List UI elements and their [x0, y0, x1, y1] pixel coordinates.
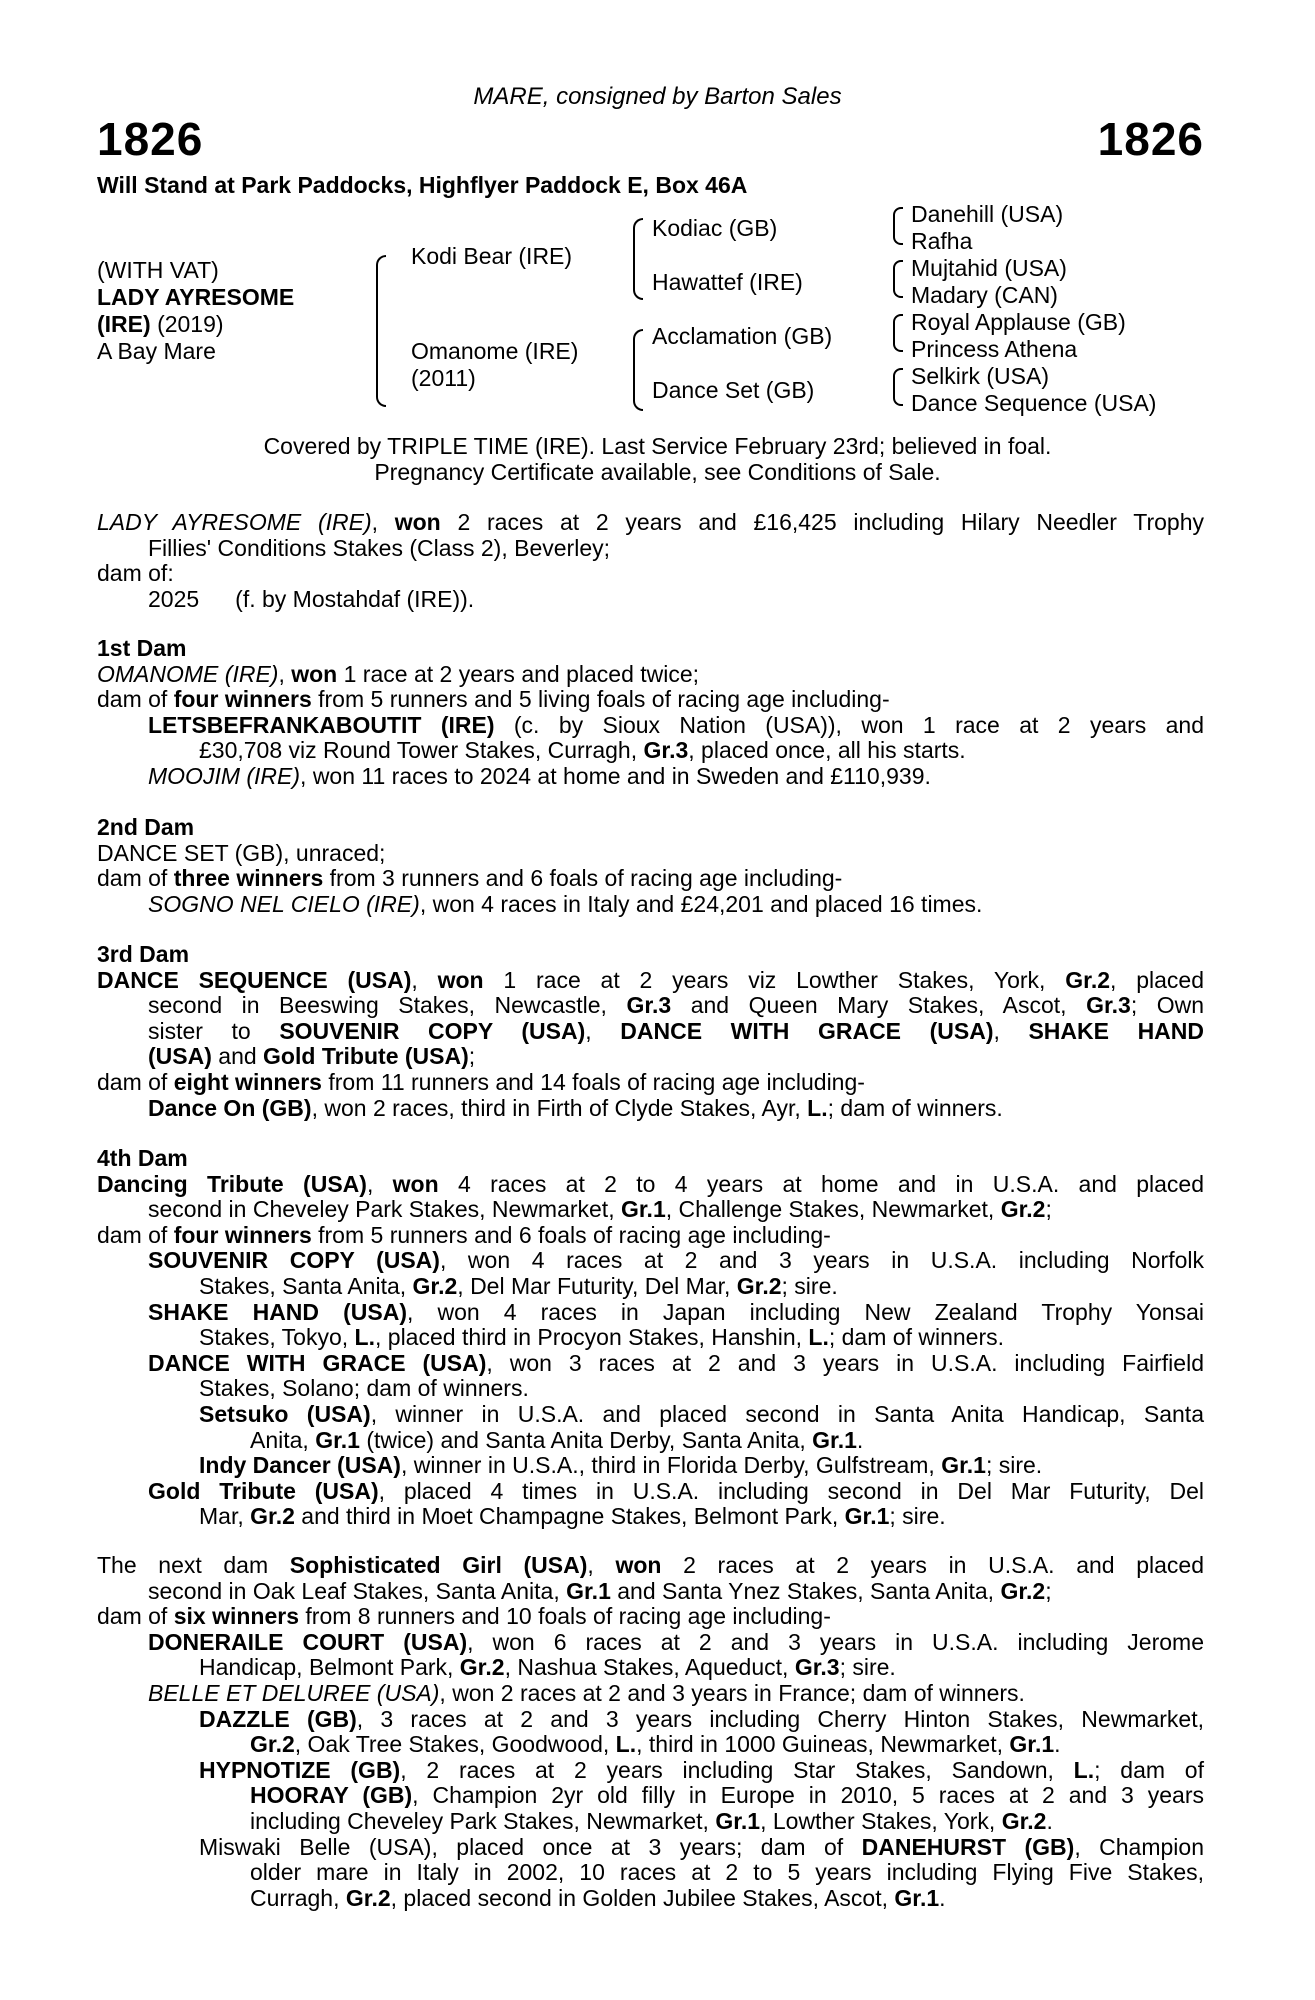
horse-year: (2019) — [157, 311, 224, 337]
pedigree-brace-ss — [893, 207, 903, 245]
dam-line: SOUVENIR COPY (USA), won 4 races at 2 and 3 years in U.S.A. including Norfolk — [148, 1247, 1204, 1274]
dam-line: DONERAILE COURT (USA), won 6 races at 2 and 3 years in U.S.A. including Jerome — [148, 1628, 1204, 1655]
dam-line: Stakes, Santa Anita, Gr.2, Del Mar Futurity, Del Mar, Gr.2; sire. — [199, 1272, 838, 1299]
dam-line: Indy Dancer (USA), winner in U.S.A., third in Florida Derby, Gulfstream, Gr.1; sire. — [199, 1452, 1043, 1479]
dam-line: Dancing Tribute (USA), won 4 races at 2 to 4 years at home and in U.S.A. and placed — [97, 1170, 1205, 1197]
horse-country: (IRE) — [97, 311, 151, 337]
dam-line: DANCE SEQUENCE (USA), won 1 race at 2 years viz Lowther Stakes, York, Gr.2, placed — [97, 966, 1204, 993]
dam-line: Anita, Gr.1 (twice) and Santa Anita Derby, Santa Anita, Gr.1. — [250, 1426, 864, 1453]
dam-line: second in Oak Leaf Stakes, Santa Anita, Gr.1 and Santa Ynez Stakes, Santa Anita, Gr.2; — [148, 1577, 1052, 1604]
dam-line: MOOJIM (IRE), won 11 races to 2024 at home and in Sweden and £110,939. — [148, 762, 931, 789]
intro-line: Fillies' Conditions Stakes (Class 2), Beverley; — [148, 534, 610, 561]
intro-line: 2025 (f. by Mostahdaf (IRE)). — [148, 585, 475, 612]
lot-number-left: 1826 — [97, 113, 204, 165]
dam-line: BELLE ET DELUREE (USA), won 2 races at 2 and 3 years in France; dam of winners. — [148, 1679, 1025, 1706]
pedigree-ss: Kodiac (GB) — [652, 215, 778, 241]
pedigree-brace-sire — [633, 218, 643, 300]
dam-line: Gold Tribute (USA), placed 4 times in U.S.A. including second in Del Mar Futurity, Del — [148, 1477, 1204, 1504]
pedigree-sdd: Madary (CAN) — [911, 282, 1058, 308]
intro-section — [97, 510, 1204, 612]
dam-line: HYPNOTIZE (GB), 2 races at 2 years including Star Stakes, Sandown, L.; dam of — [199, 1756, 1204, 1783]
dam-line: (USA) and Gold Tribute (USA); — [148, 1043, 476, 1070]
pedigree-dds: Selkirk (USA) — [911, 363, 1050, 389]
intro-line: LADY AYRESOME (IRE), won 2 races at 2 years and £16,425 including Hilary Needler Trophy — [97, 509, 1204, 535]
horse-block — [97, 257, 294, 365]
dam-line: dam of four winners from 5 runners and 6 foals of racing age including- — [97, 1221, 831, 1248]
dam-line: including Cheveley Park Stakes, Newmarket, Gr.1, Lowther Stakes, York, Gr.2. — [250, 1807, 1053, 1834]
pedigree-ssd: Rafha — [911, 228, 973, 254]
dam-line: Stakes, Solano; dam of winners. — [199, 1375, 529, 1402]
pedigree-ddd: Dance Sequence (USA) — [911, 390, 1157, 416]
dam-line: Handicap, Belmont Park, Gr.2, Nashua Stakes, Aqueduct, Gr.3; sire. — [199, 1654, 896, 1681]
first-dam-section — [97, 636, 1204, 790]
horse-name: LADY AYRESOME — [97, 284, 295, 310]
pedigree-brace-ds — [893, 314, 903, 352]
dam-line: dam of four winners from 5 runners and 5 living foals of racing age including- — [97, 686, 890, 713]
covered-line-1: Covered by TRIPLE TIME (IRE). Last Service February 23rd; believed in foal. — [263, 433, 1052, 459]
dam-line: LETSBEFRANKABOUTIT (IRE) (c. by Sioux Nation (USA)), won 1 race at 2 years and — [148, 711, 1204, 738]
dam-line: HOORAY (GB), Champion 2yr old filly in Europe in 2010, 5 races at 2 and 3 years — [250, 1782, 1204, 1809]
dam-line: SHAKE HAND (USA), won 4 races in Japan including New Zealand Trophy Yonsai — [148, 1298, 1204, 1325]
pedigree-sd: Hawattef (IRE) — [652, 269, 803, 295]
pedigree-dss: Royal Applause (GB) — [911, 309, 1126, 335]
pedigree-dd: Dance Set (GB) — [652, 377, 815, 403]
dam-line: SOGNO NEL CIELO (IRE), won 4 races in Italy and £24,201 and placed 16 times. — [148, 890, 983, 917]
pedigree-dsd: Princess Athena — [911, 336, 1078, 362]
dam-line: sister to SOUVENIR COPY (USA), DANCE WITH GRACE (USA), SHAKE HAND — [148, 1017, 1205, 1044]
pedigree-brace-dam — [633, 329, 643, 411]
pedigree-brace-gen1 — [376, 255, 386, 407]
dam-line: £30,708 viz Round Tower Stakes, Curragh, Gr.3, placed once, all his starts. — [199, 737, 966, 764]
dam-line: older mare in Italy in 2002, 10 races at 2 to 5 years including Flying Five Stakes, — [250, 1859, 1204, 1886]
dam-line: dam of eight winners from 11 runners and 14 foals of racing age including- — [97, 1068, 865, 1095]
section-heading: 4th Dam — [97, 1145, 188, 1171]
third-dam-section — [97, 942, 1204, 1121]
dam-line: Miswaki Belle (USA), placed once at 3 years; dam of DANEHURST (GB), Champion — [199, 1833, 1204, 1860]
dam-line: Stakes, Tokyo, L., placed third in Procyon Stakes, Hanshin, L.; dam of winners. — [199, 1324, 1004, 1351]
dam-line: DANCE WITH GRACE (USA), won 3 races at 2 and 3 years in U.S.A. including Fairfield — [148, 1349, 1204, 1376]
dam-line: Gr.2, Oak Tree Stakes, Goodwood, L., third in 1000 Guineas, Newmarket, Gr.1. — [250, 1731, 1061, 1758]
pedigree-brace-sd — [893, 260, 903, 298]
covered-line-2: Pregnancy Certificate available, see Conditions of Sale. — [374, 458, 941, 485]
pedigree-dam: Omanome (IRE) — [411, 338, 579, 364]
dam-line: OMANOME (IRE), won 1 race at 2 years and placed twice; — [97, 660, 700, 687]
pedigree-dam-year: (2011) — [411, 365, 476, 391]
dam-line: dam of three winners from 3 runners and 6 foals of racing age including- — [97, 865, 843, 892]
pedigree-sds: Mujtahid (USA) — [911, 255, 1067, 281]
consignor-line: MARE, consigned by Barton Sales — [473, 83, 842, 110]
pedigree-sss: Danehill (USA) — [911, 201, 1064, 227]
dam-line: Curragh, Gr.2, placed second in Golden Jubilee Stakes, Ascot, Gr.1. — [250, 1884, 946, 1911]
pedigree-brace-dd — [893, 368, 903, 406]
dam-line: dam of six winners from 8 runners and 10 foals of racing age including- — [97, 1603, 831, 1630]
lot-number-right: 1826 — [1097, 113, 1204, 165]
section-heading: 1st Dam — [97, 635, 187, 661]
dam-line: DAZZLE (GB), 3 races at 2 and 3 years including Cherry Hinton Stakes, Newmarket, — [199, 1705, 1204, 1732]
section-heading: 3rd Dam — [97, 941, 190, 967]
fourth-dam-section — [97, 1146, 1204, 1530]
standing-location: Will Stand at Park Paddocks, Highflyer Paddock E, Box 46A — [97, 172, 748, 198]
dam-line: The next dam Sophisticated Girl (USA), won 2 races at 2 years in U.S.A. and placed — [97, 1552, 1205, 1578]
vat-note: (WITH VAT) — [97, 257, 219, 283]
dam-line: Setsuko (USA), winner in U.S.A. and placed second in Santa Anita Handicap, Santa — [199, 1400, 1204, 1427]
pedigree-sire: Kodi Bear (IRE) — [411, 243, 573, 269]
dam-line: DANCE SET (GB), unraced; — [97, 839, 386, 866]
dam-line: Mar, Gr.2 and third in Moet Champagne Stakes, Belmont Park, Gr.1; sire. — [199, 1503, 946, 1530]
covered-note — [0, 434, 1315, 485]
intro-line: dam of: — [97, 560, 174, 587]
horse-description: A Bay Mare — [97, 338, 216, 364]
section-heading: 2nd Dam — [97, 814, 195, 840]
pedigree-ds: Acclamation (GB) — [652, 323, 833, 349]
dam-line: second in Cheveley Park Stakes, Newmarket, Gr.1, Challenge Stakes, Newmarket, Gr.2; — [148, 1196, 1052, 1223]
dam-line: second in Beeswing Stakes, Newcastle, Gr.3 and Queen Mary Stakes, Ascot, Gr.3; Own — [148, 992, 1205, 1019]
dam-line: Dance On (GB), won 2 races, third in Firth of Clyde Stakes, Ayr, L.; dam of winners. — [148, 1094, 1003, 1121]
next-dam-section — [97, 1553, 1204, 1911]
second-dam-section — [97, 815, 1204, 917]
